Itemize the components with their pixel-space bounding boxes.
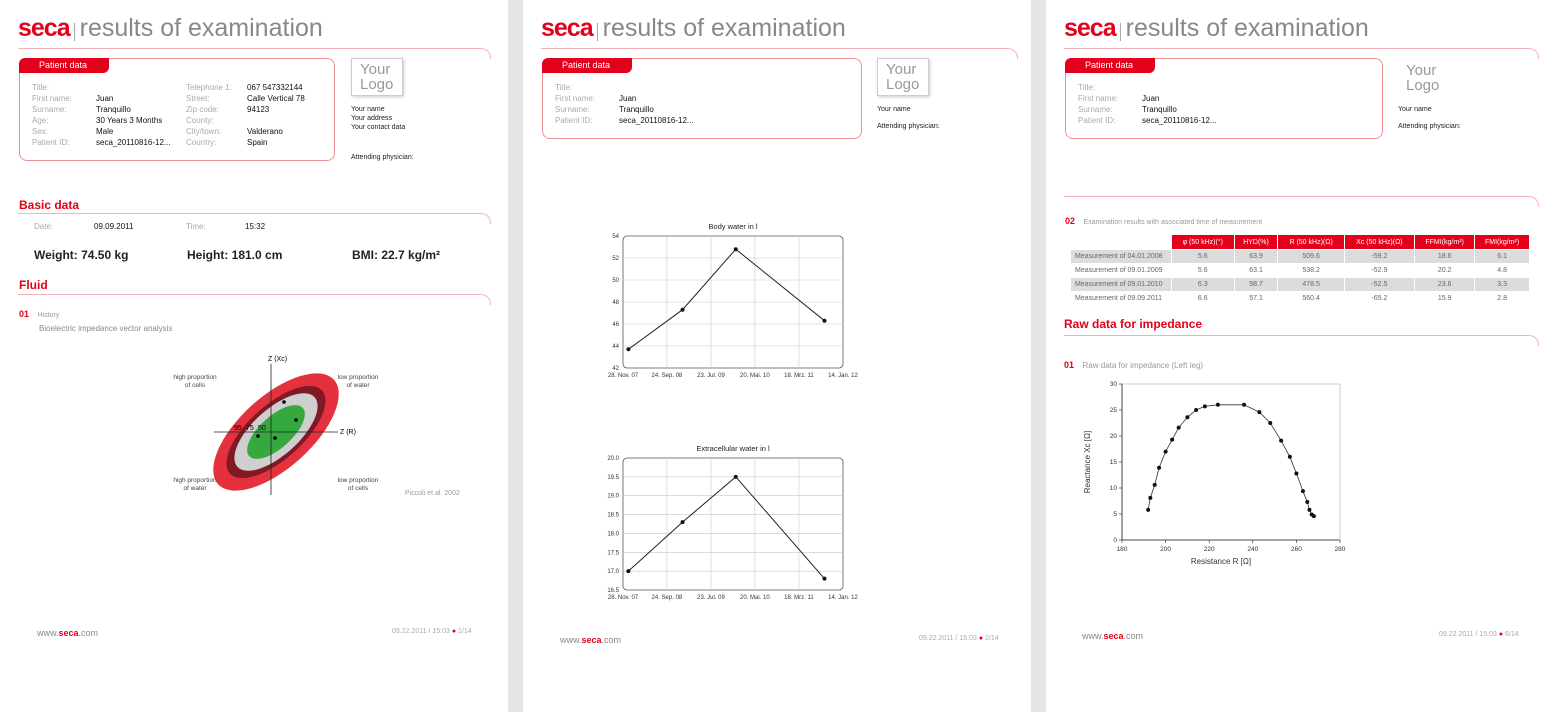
page-header	[541, 14, 846, 43]
data-point	[822, 319, 826, 323]
data-point	[1203, 404, 1207, 408]
telephone: 067 547332144	[247, 83, 303, 92]
table-cell: 478.5	[1278, 278, 1344, 292]
vector-point	[273, 436, 277, 440]
fluid-subheading: History	[37, 312, 60, 319]
table-row	[1071, 292, 1530, 306]
street: Calle Vertical 78	[247, 94, 305, 103]
footer-timestamp: 09.22.2011 / 15:03 ● 2/14	[919, 635, 999, 642]
x-tick-label: 18. Mrz. 11	[784, 595, 814, 601]
chart-title: Body water in l	[708, 222, 758, 231]
weight-value: Weight: 74.50 kg	[34, 248, 129, 262]
svg-text:high proportionof water: high proportion of water	[173, 477, 217, 492]
data-point	[1307, 508, 1311, 512]
data-point	[1268, 421, 1272, 425]
data-point	[1170, 438, 1174, 442]
first-name: Juan	[96, 94, 114, 103]
data-point	[1305, 500, 1309, 504]
table-row	[1071, 278, 1530, 292]
data-point	[734, 247, 738, 251]
plot-area	[623, 458, 843, 590]
svg-text:high proportionof cells: high proportion of cells	[173, 374, 217, 389]
sex: Male	[96, 127, 114, 136]
col-header: φ (50 kHz)(°)	[1172, 235, 1235, 250]
page-number: 1/14	[458, 628, 472, 635]
document-title: results of examination	[79, 14, 323, 42]
y-tick-label: 19.5	[607, 474, 619, 481]
ring-label-50: 50	[258, 425, 266, 432]
data-point	[1148, 496, 1152, 500]
col-header: FFMI(kg/m²)	[1415, 235, 1475, 250]
source-citation: Piccoli et al. 2002	[405, 490, 460, 497]
page-header	[1064, 14, 1369, 43]
extracellular-water-chart	[573, 440, 858, 612]
results-section-number: 02	[1065, 216, 1076, 226]
y-tick-label: 30	[1109, 381, 1117, 388]
table-cell: 6.1	[1475, 250, 1530, 264]
table-cell: 509.6	[1278, 250, 1344, 264]
row-label: Measurement of 04.01.2008	[1071, 250, 1172, 264]
data-point	[626, 347, 630, 351]
x-tick-label: 260	[1290, 546, 1302, 553]
vector-point	[282, 400, 286, 404]
report-page-2	[523, 0, 1031, 712]
x-tick-label: 24. Sep. 08	[651, 373, 683, 379]
data-point	[1146, 508, 1150, 512]
exam-date: 09.09.2011	[94, 222, 134, 231]
impedance-scatter-chart	[1076, 376, 1356, 576]
first-name: Juan	[1142, 94, 1160, 103]
x-tick-label: 240	[1247, 546, 1259, 553]
data-point	[1177, 426, 1181, 430]
y-axis-label: Reactance Xc [Ω]	[1083, 430, 1092, 494]
patient-data-box: Patient data Title: First name: Juan Surname: Tranquillo Patient ID: seca_20110816-12...	[542, 58, 862, 139]
y-tick-label: 25	[1109, 407, 1117, 414]
patient-data-box: Patient data Title: First name: Juan Surname: Tranquillo Patient ID: seca_20110816-12...	[1065, 58, 1383, 139]
y-tick-label: 10	[1109, 485, 1117, 492]
seca-logo: seca	[541, 14, 593, 42]
seca-logo: seca	[18, 14, 70, 42]
age: 30 Years 3 Months	[96, 116, 163, 125]
table-cell: 3.3	[1475, 278, 1530, 292]
data-point	[1216, 403, 1220, 407]
table-row	[1071, 250, 1530, 264]
svg-text:low proportionof cells: low proportion of cells	[337, 477, 379, 492]
x-tick-label: 28. Nov. 07	[607, 373, 639, 379]
y-tick-label: 15	[1109, 459, 1117, 466]
basic-data-heading: Basic data	[19, 198, 80, 212]
data-point	[1279, 439, 1283, 443]
y-tick-label: 54	[612, 234, 619, 240]
data-point	[1153, 483, 1157, 487]
x-tick-label: 20. Mai. 10	[740, 373, 770, 379]
y-tick-label: 17.5	[607, 550, 619, 557]
city: Valderano	[247, 127, 283, 136]
report-page-1: seca results of examination Patient data Title: First name: Juan Surname: Tranquillo Age: 30 Years 3 Months Sex: Male Patient ID: seca_20110816-12... Telephone 1: 067 547332144 Street: Calle Vertical 78 Zip code: 94123 County: City/town: Valderano Country: Spain Your Logo Your name Your address Your contact data Attending physician: Basic data Date: 09.09.2011 Time: 15:32 Weight: 74.50 kg Height: 181.0 cm BMI: 22.7 kg/m² Fluid 01 History Bioelectric impedance vector analysis Z (Xc) Z (R) 95 75 50 high proportion of cells low proportion of water high proportion of water low proportion of cells Piccoli et al. 2002 www.seca.com 09.22.2011 / 15:03 ● 1/14	[0, 0, 508, 712]
surname: Tranquillo	[1142, 105, 1177, 114]
practice-info: Your name Your address Your contact data	[351, 106, 406, 131]
surname: Tranquillo	[96, 105, 131, 114]
footer-website: www.seca.com	[1082, 631, 1144, 641]
patient-id: seca_20110816-12...	[96, 138, 171, 147]
x-tick-label: 28. Nov. 07	[607, 595, 639, 601]
attending-physician: Attending physician:	[351, 154, 414, 161]
y-tick-label: 52	[612, 256, 619, 262]
patient-data-box: Patient data Title: First name: Juan Surname: Tranquillo Age: 30 Years 3 Months Sex: Male Patient ID: seca_20110816-12... Telephone 1: 067 547332144 Street: Calle Vertical 78 Zip code: 94123 County: City/town: Valderano Country: Spain	[19, 58, 335, 161]
table-cell: 560.4	[1278, 292, 1344, 306]
data-point	[734, 475, 738, 479]
country: Spain	[247, 138, 268, 147]
x-tick-label: 220	[1203, 546, 1215, 553]
data-point	[1294, 471, 1298, 475]
col-header: Xc (50 kHz)(Ω)	[1344, 235, 1414, 250]
bmi-value: BMI: 22.7 kg/m²	[352, 248, 441, 262]
table-cell: 23.6	[1415, 278, 1475, 292]
axis-label-xc: Z (Xc)	[268, 356, 288, 363]
vector-point	[294, 418, 298, 422]
attending-physician: Attending physician:	[877, 123, 940, 130]
footer-website: www.seca.com	[37, 628, 99, 638]
table-row	[1071, 264, 1530, 278]
table-cell: 4.8	[1475, 264, 1530, 278]
y-tick-label: 16.5	[607, 588, 619, 594]
y-tick-label: 18.0	[607, 531, 619, 538]
document-title: results of examination	[1125, 14, 1369, 42]
footer-website: www.seca.com	[560, 635, 622, 645]
raw-data-heading: Raw data for impedance	[1064, 317, 1203, 331]
y-tick-label: 44	[612, 344, 619, 350]
fluid-heading: Fluid	[19, 278, 48, 292]
patient-id: seca_20110816-12...	[619, 116, 694, 125]
y-tick-label: 46	[612, 322, 619, 328]
data-point	[1164, 450, 1168, 454]
x-tick-label: 20. Mai. 10	[740, 595, 770, 601]
chart-title: Extracellular water in l	[696, 444, 770, 453]
table-cell: -52.5	[1344, 278, 1414, 292]
plot-area	[1122, 384, 1340, 540]
seca-logo: seca	[1064, 14, 1116, 42]
raw-section-number: 01	[1064, 360, 1075, 370]
practice-info: Your name	[877, 106, 911, 113]
x-tick-label: 23. Jul. 09	[697, 373, 725, 379]
row-label: Measurement of 09.09.2011	[1071, 292, 1172, 306]
ring-label-75: 75	[246, 425, 254, 432]
data-point	[681, 520, 685, 524]
ring-label-95: 95	[234, 425, 242, 432]
table-cell: 15.9	[1415, 292, 1475, 306]
vector-point	[256, 434, 260, 438]
patient-data-tag: Patient data	[19, 58, 109, 73]
x-tick-label: 180	[1116, 546, 1128, 553]
table-cell: 63.9	[1234, 250, 1278, 264]
table-cell: 20.2	[1415, 264, 1475, 278]
row-label: Measurement of 09.01.2009	[1071, 264, 1172, 278]
data-point	[1242, 403, 1246, 407]
y-tick-label: 50	[612, 278, 619, 284]
table-cell: 2.8	[1475, 292, 1530, 306]
report-page-3	[1046, 0, 1555, 712]
data-point	[822, 577, 826, 581]
x-tick-label: 14. Jan. 12	[828, 595, 858, 601]
your-logo-placeholder: Your Logo	[1406, 62, 1440, 94]
footer-timestamp: 09.22.2011 / 15:03 ● 6/14	[1439, 631, 1519, 638]
y-tick-label: 20	[1109, 433, 1117, 440]
surname: Tranquillo	[619, 105, 654, 114]
page-number: 6/14	[1505, 631, 1519, 638]
data-point	[681, 308, 685, 312]
table-cell: 18.6	[1415, 250, 1475, 264]
first-name: Juan	[619, 94, 637, 103]
table-cell: 6.6	[1172, 292, 1235, 306]
x-axis-label: Resistance R [Ω]	[1190, 557, 1252, 566]
table-cell: 6.3	[1172, 278, 1235, 292]
y-tick-label: 18.5	[607, 512, 619, 519]
x-tick-label: 24. Sep. 08	[651, 595, 683, 601]
data-point	[1257, 410, 1261, 414]
y-tick-label: 5	[1113, 511, 1117, 518]
y-tick-label: 20.0	[607, 456, 619, 462]
x-tick-label: 280	[1334, 546, 1346, 553]
attending-physician: Attending physician:	[1398, 123, 1461, 130]
x-tick-label: 18. Mrz. 11	[784, 373, 814, 379]
x-tick-label: 14. Jan. 12	[828, 373, 858, 379]
y-tick-label: 48	[612, 300, 619, 306]
y-tick-label: 42	[612, 366, 619, 372]
fluid-section-number: 01	[19, 309, 30, 319]
table-cell: 57.1	[1234, 292, 1278, 306]
raw-section-title: Raw data for impedance (Left leg)	[1082, 361, 1204, 370]
zip: 94123	[247, 105, 270, 114]
height-value: Height: 181.0 cm	[187, 248, 283, 262]
col-header: R (50 kHz)(Ω)	[1278, 235, 1344, 250]
results-table	[1070, 234, 1530, 306]
y-tick-label: 0	[1113, 537, 1117, 544]
x-tick-label: 23. Jul. 09	[697, 595, 725, 601]
col-header: FMI(kg/m²)	[1475, 235, 1530, 250]
practice-info: Your name	[1398, 106, 1432, 113]
results-section-title: Examination results with associated time of measurement	[1083, 219, 1263, 226]
data-point	[1185, 415, 1189, 419]
y-tick-label: 17.0	[607, 569, 619, 576]
row-label: Measurement of 09.01.2010	[1071, 278, 1172, 292]
col-header: HYD(%)	[1234, 235, 1278, 250]
patient-id: seca_20110816-12...	[1142, 116, 1217, 125]
bivia-caption: Bioelectric impedance vector analysis	[39, 324, 173, 333]
your-logo-placeholder: Your Logo	[351, 58, 403, 96]
data-point	[1288, 455, 1292, 459]
data-point	[1301, 489, 1305, 493]
axis-label-r: Z (R)	[340, 429, 356, 436]
table-cell: 5.6	[1172, 250, 1235, 264]
x-tick-label: 200	[1160, 546, 1172, 553]
page-number: 2/14	[985, 635, 999, 642]
table-cell: 538.2	[1278, 264, 1344, 278]
footer-timestamp: 09.22.2011 / 15:03 ● 1/14	[392, 628, 472, 635]
data-point	[1194, 408, 1198, 412]
table-cell: -59.2	[1344, 250, 1414, 264]
data-point	[626, 569, 630, 573]
svg-text:low proportionof water: low proportion of water	[337, 374, 379, 389]
table-cell: 5.6	[1172, 264, 1235, 278]
data-point	[1157, 466, 1161, 470]
table-cell: -65.2	[1344, 292, 1414, 306]
document-title: results of examination	[602, 14, 846, 42]
patient-data-tag: Patient data	[542, 58, 632, 73]
exam-time: 15:32	[245, 222, 266, 231]
y-tick-label: 19.0	[607, 493, 619, 500]
your-logo-placeholder: Your Logo	[877, 58, 929, 96]
page-header	[18, 14, 323, 43]
table-cell: 58.7	[1234, 278, 1278, 292]
patient-data-tag: Patient data	[1065, 58, 1155, 73]
table-cell: -52.9	[1344, 264, 1414, 278]
data-point	[1312, 514, 1316, 518]
table-cell: 63.1	[1234, 264, 1278, 278]
bivia-ellipse-chart	[150, 345, 480, 505]
body-water-chart	[573, 218, 858, 390]
